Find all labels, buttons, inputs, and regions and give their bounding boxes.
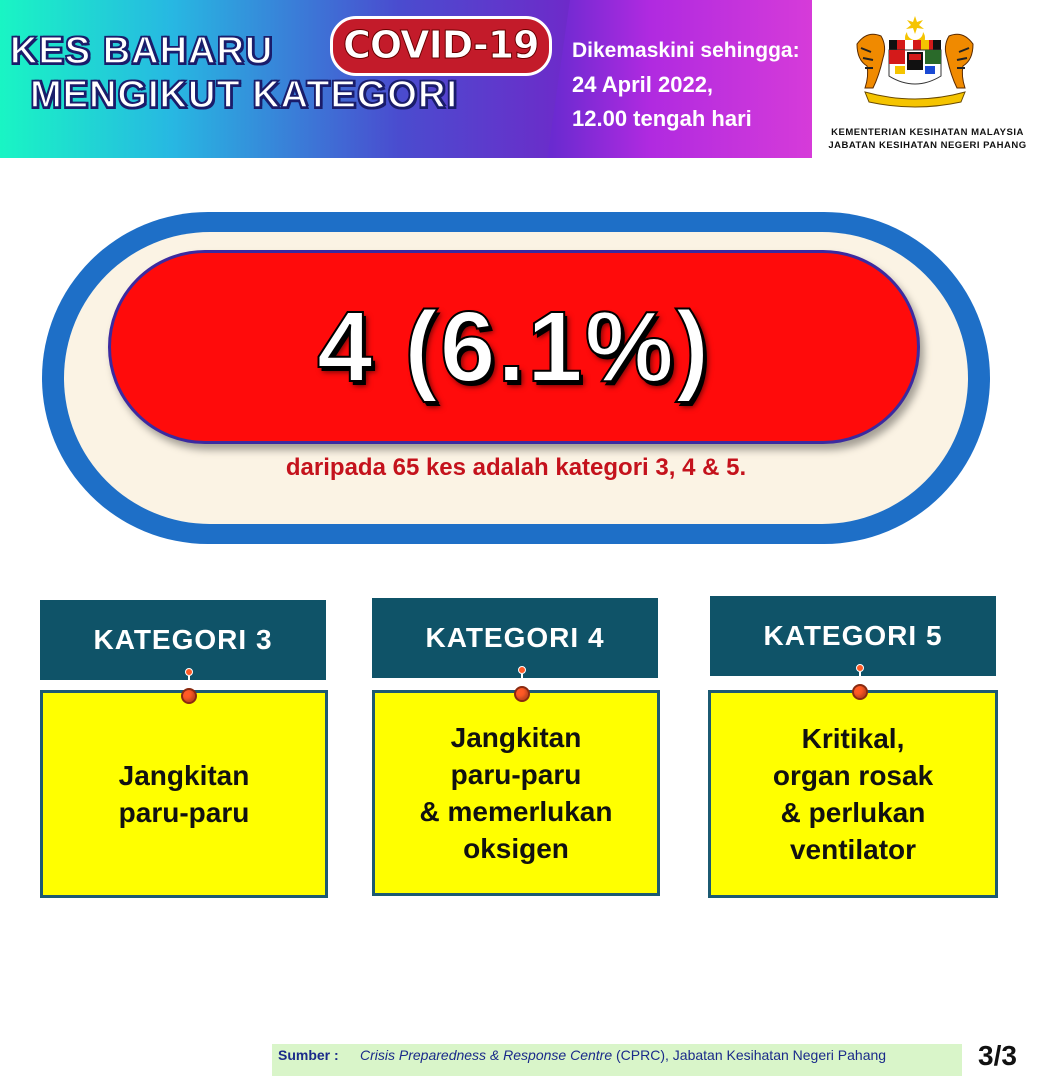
title-line-1: KES BAHARU	[10, 30, 274, 72]
update-label: Dikemaskini sehingga:	[572, 39, 800, 62]
source-text	[360, 1044, 886, 1066]
category-5-line: Kritikal,	[801, 723, 905, 754]
category-4-box	[372, 690, 660, 896]
pin-top-icon	[185, 668, 193, 676]
category-5-description	[773, 720, 933, 868]
pin-stem	[859, 672, 861, 682]
source-italic: Crisis Preparedness & Response Centre	[360, 1047, 613, 1063]
pin-icon	[852, 684, 868, 700]
coat-of-arms-logo	[845, 14, 985, 114]
category-5-header: KATEGORI 5	[710, 596, 996, 676]
case-subtitle: daripada 65 kes adalah kategori 3, 4 & 5.	[285, 454, 747, 481]
category-4-line: paru-paru	[450, 759, 582, 790]
ministry-line-1: KEMENTERIAN KESIHATAN MALAYSIA	[831, 127, 1024, 138]
source-note	[272, 1044, 962, 1076]
pin-stem	[188, 676, 190, 686]
source-rest: (CPRC), Jabatan Kesihatan Negeri Pahang	[612, 1047, 887, 1063]
update-time: 12.00 tengah hari	[572, 106, 752, 131]
pin-icon	[514, 686, 530, 702]
case-count-value: 4 (6.1%)	[317, 291, 711, 403]
page-number: 3/3	[978, 1040, 1017, 1071]
category-4-line: Jangkitan	[450, 722, 582, 753]
category-3-line: paru-paru	[118, 797, 250, 828]
ministry-line-2: JABATAN KESIHATAN NEGERI PAHANG	[828, 140, 1027, 151]
update-info	[572, 34, 800, 136]
source-label: Sumber :	[278, 1047, 339, 1063]
category-4-description	[420, 719, 613, 867]
category-5-line: & perlukan	[780, 797, 926, 828]
pin-top-icon	[518, 666, 526, 674]
pin-top-icon	[856, 664, 864, 672]
category-5-line: ventilator	[789, 834, 917, 865]
category-4-line: oksigen	[463, 833, 569, 864]
pin-icon	[181, 688, 197, 704]
category-5-line: organ rosak	[772, 760, 934, 791]
pin-stem	[521, 674, 523, 684]
ministry-text	[812, 126, 1043, 152]
update-date: 24 April 2022,	[572, 72, 714, 97]
category-4-line: & memerlukan	[419, 796, 613, 827]
covid-badge: COVID-19	[330, 16, 552, 76]
category-3-box	[40, 690, 328, 898]
category-3-description	[119, 757, 250, 831]
category-4-header: KATEGORI 4	[372, 598, 658, 678]
header-banner	[0, 0, 812, 158]
category-3-line: Jangkitan	[118, 760, 250, 791]
category-3-header: KATEGORI 3	[40, 600, 326, 680]
title-line-2: MENGIKUT KATEGORI	[30, 74, 458, 116]
category-5-box	[708, 690, 998, 898]
